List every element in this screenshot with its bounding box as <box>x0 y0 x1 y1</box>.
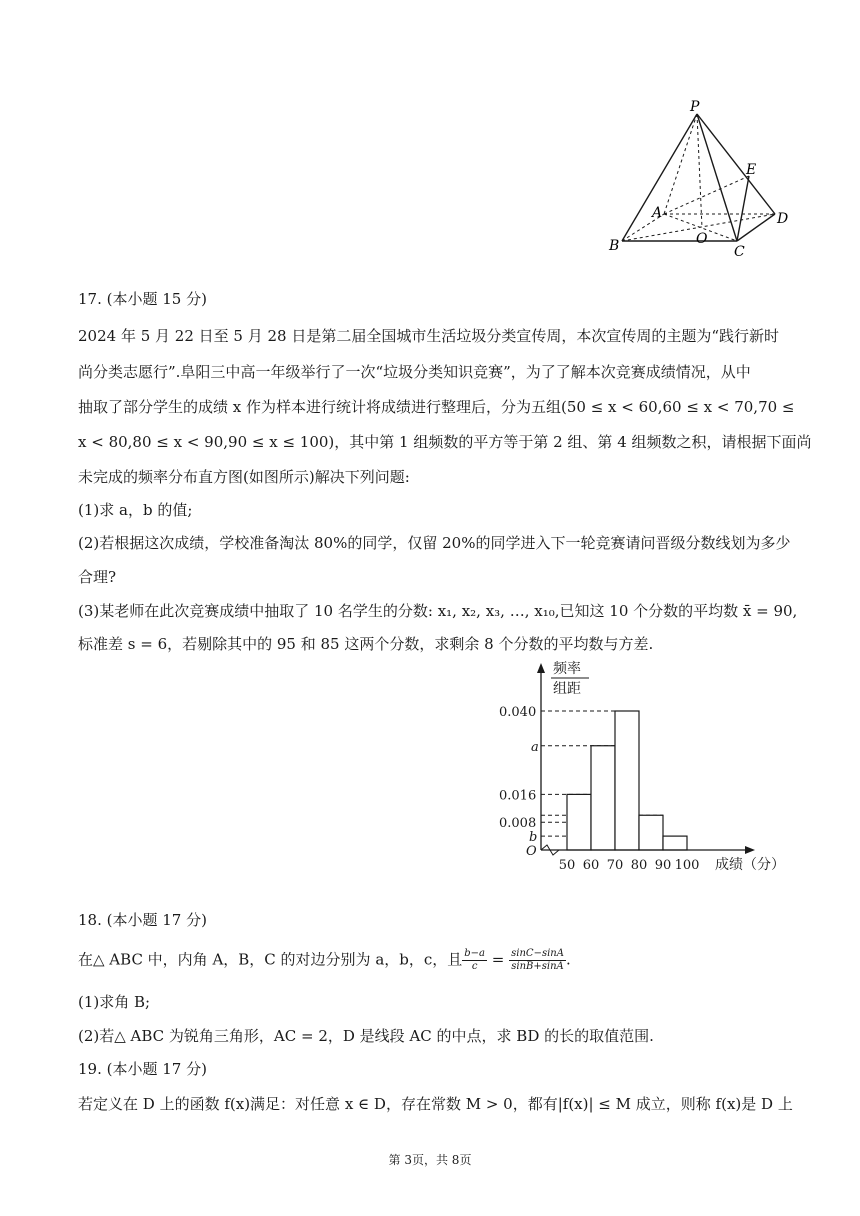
q18-line-1 <box>78 948 571 973</box>
x-axis-arrow <box>745 846 755 854</box>
bar-50-60 <box>567 794 591 850</box>
ylabel-top: 频率 <box>553 661 581 677</box>
pyramid-figure <box>600 96 800 262</box>
q17-part3a: (3)某老师在此次竞赛成绩中抽取了 10 名学生的分数: x₁, x₂, x₃, …, x₁₀,已知这 10 个分数的平均数 x̄ = 90, <box>78 602 798 620</box>
x-tick-60: 60 <box>582 858 600 873</box>
y-tick-3: 0.008 <box>499 816 537 832</box>
q18-header: 18. (本小题 17 分) <box>78 911 207 929</box>
y-tick-2: 0.016 <box>499 788 537 804</box>
origin-label: O <box>526 844 537 859</box>
page-footer: 第 3页，共 8页 <box>388 1153 472 1167</box>
q17-part3b: 标准差 s = 6，若剔除其中的 95 和 85 这两个分数，求剩余 8 个分数的平均数与方差. <box>78 635 654 653</box>
q17-line-4: x < 80,80 ≤ x < 90,90 ≤ x ≤ 100)，其中第 1 组频数的平方等于第 2 组、第 4 组频数之积，请根据下面尚 <box>78 433 812 451</box>
q18-part2: (2)若△ ABC 为锐角三角形，AC = 2，D 是线段 AC 的中点，求 BD 的长的取值范围. <box>78 1027 654 1045</box>
bar-60-70 <box>591 746 615 850</box>
xlabel: 成绩（分） <box>715 857 785 873</box>
x-tick-50: 50 <box>558 858 576 873</box>
q17-line-3: 抽取了部分学生的成绩 x 作为样本进行统计将成绩进行整理后，分为五组(50 ≤ x < 60,60 ≤ x < 70,70 ≤ <box>78 398 795 416</box>
y-tick-1: a <box>531 739 539 755</box>
y-axis-arrow <box>537 663 545 673</box>
label-P: P <box>690 99 700 115</box>
fraction-b-minus-a-over-c: $\frac{b-a}{c}$ <box>464 948 486 972</box>
q17-part1: (1)求 a，b 的值; <box>78 501 193 519</box>
x-tick-80: 80 <box>630 858 648 873</box>
q17-header: 17. (本小题 15 分) <box>78 290 207 308</box>
ylabel-bottom: 组距 <box>553 681 581 697</box>
y-tick-4: b <box>529 830 538 846</box>
histogram-chart <box>495 655 805 885</box>
q17-line-2: 尚分类志愿行”.阜阳三中高一年级举行了一次“垃圾分类知识竞赛”，为了了解本次竞赛成绩情况，从中 <box>78 363 751 381</box>
q17-part2b: 合理? <box>78 568 117 586</box>
x-tick-70: 70 <box>606 858 624 873</box>
equals-sign: = <box>487 950 510 969</box>
q17-line-1: 2024 年 5 月 22 日至 5 月 28 日是第二届全国城市生活垃圾分类宣传周，本次宣传周的主题为“践行新时 <box>78 327 780 345</box>
x-tick-90: 90 <box>654 858 672 873</box>
q17-part2a: (2)若根据这次成绩，学校准备淘汰 80%的同学，仅留 20%的同学进入下一轮竞赛请问晋级分数线划为多少 <box>78 534 791 552</box>
y-tick-0: 0.040 <box>499 705 537 720</box>
q18-line1-text: 在△ ABC 中，内角 A，B，C 的对边分别为 a，b，c，且 <box>78 950 463 969</box>
label-D: D <box>777 211 789 227</box>
label-E: E <box>746 162 757 178</box>
q18-part1: (1)求角 B; <box>78 993 151 1011</box>
bar-90-100 <box>663 836 687 850</box>
q19-header: 19. (本小题 17 分) <box>78 1060 207 1078</box>
q18-line1-end: . <box>565 950 571 969</box>
label-A: A <box>652 205 663 221</box>
q19-line-1: 若定义在 D 上的函数 f(x)满足：对任意 x ∈ D，存在常数 M > 0，都有|f(x)| ≤ M 成立，则称 f(x)是 D 上 <box>78 1095 793 1113</box>
label-B: B <box>609 238 620 254</box>
label-O: O <box>696 231 708 247</box>
bar-70-80 <box>615 711 639 850</box>
fraction-sine-ratio: $\frac{\sin C-\sin A}{\sin B+\sin A}$ <box>511 948 564 972</box>
x-tick-100: 100 <box>674 858 700 873</box>
label-C: C <box>734 244 745 260</box>
q17-line-5: 未完成的频率分布直方图(如图所示)解决下列问题: <box>78 468 410 486</box>
bar-80-90 <box>639 815 663 850</box>
